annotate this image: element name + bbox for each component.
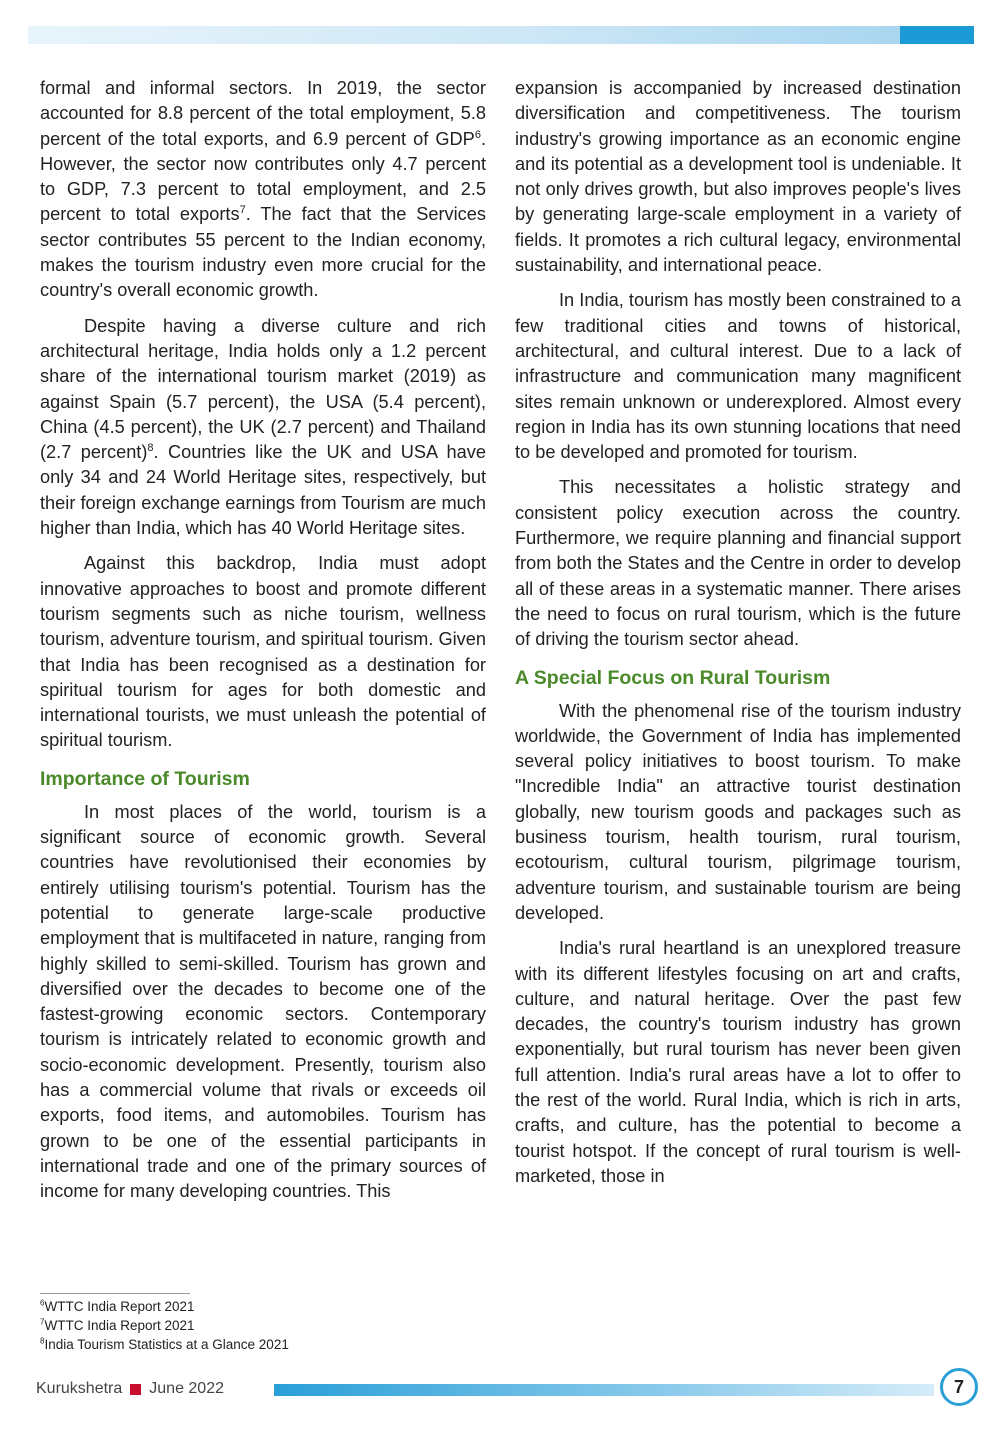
paragraph: Against this backdrop, India must adopt innovative approaches to boost and promote different tourism segments such as niche tourism, wellness tourism, adventure tourism, and spiritual tourism. Given that India has been recognised as a destination for spiritual tourism for ages for both domestic and international tourists, we must unleash the potential of spiritual tourism. <box>40 553 486 751</box>
page-number: 7 <box>940 1368 978 1406</box>
section-heading: A Special Focus on Rural Tourism <box>515 666 831 689</box>
bottom-decorative-bar <box>274 1384 934 1396</box>
paragraph: In most places of the world, tourism is a significant source of economic growth. Several countries have revolutionised their economies by entirely utilising tourism's potential. Tourism has the potential to generate large-scale productive employment that is multifaceted in nature, ranging from highly skilled to semi-skilled. Tourism has grown and diversified over the decades to become one of the fastest-growing economic sectors. Contemporary tourism is intricately related to economic growth and socio-economic development. Presently, tourism also has a commercial volume that rivals or exceeds oil exports, food items, and automobiles. Tourism has grown to be one of the essential participants in international trade and one of the primary sources of income for many developing countries. This <box>40 801 486 1202</box>
footnote-item: $^7$WTTC India Report 2021 <box>40 1317 195 1333</box>
magazine-name: Kurukshetra <box>36 1380 123 1397</box>
top-decorative-bar <box>28 26 900 44</box>
red-square-icon <box>130 1384 141 1395</box>
footnote-divider <box>40 1293 190 1294</box>
footnote-ref: 7 <box>239 204 246 217</box>
footnote-ref: 6 <box>474 128 481 141</box>
issue-date: June 2022 <box>149 1380 224 1397</box>
footnotes <box>40 1293 490 1354</box>
section-heading: Importance of Tourism <box>40 767 250 790</box>
top-accent-block <box>900 26 974 44</box>
paragraph: This necessitates a holistic strategy and consistent policy execution across the country. Furthermore, we require planning and financial support from both the States and the Centre in order to develop all of these areas in a systematic manner. There arises the need to focus on rural tourism, which is the future of driving the tourism sector ahead. <box>515 477 961 650</box>
footnote-item: $^6$WTTC India Report 2021 <box>40 1298 195 1314</box>
paragraph: Despite having a diverse culture and rich architectural heritage, India holds only a 1.2 percent share of the international tourism market (2019) as against Spain (5.7 percent), the USA (5.4 percent), China (4.5 percent), the UK (2.7 percent) and Thailand (2.7 percent)$^8$. Countries like the UK and USA have only 34 and 24 World Heritage sites, respectively, but their foreign exchange earnings from Tourism are much higher than India, which has 40 World Heritage sites. <box>40 315 486 539</box>
paragraph: India's rural heartland is an unexplored treasure with its different lifestyles focusing on art and crafts, culture, and natural heritage. Over the past few decades, the country's tourism industry has grown exponentially, but rural tourism has never been given full attention. India's rural areas have a lot to offer to the rest of the world. Rural India, which is rich in arts, crafts, and culture, has the potential to become a tourist hotspot. If the concept of rural tourism is well-marketed, those in <box>515 938 961 1186</box>
left-column <box>40 76 486 1214</box>
paragraph: expansion is accompanied by increased destination diversification and competitiveness. The tourism industry's growing importance as an economic engine and its potential as a development tool is undeniable. It not only drives growth, but also improves people's lives by generating large-scale employment in a variety of fields. It promotes a rich cultural legacy, environmental sustainability, and international peace. <box>515 78 961 276</box>
paragraph: With the phenomenal rise of the tourism industry worldwide, the Government of India has implemented several policy initiatives to boost tourism. To make "Incredible India" an attractive tourist destination globally, new tourism goods and packages such as business tourism, health tourism, rural tourism, ecotourism, cultural tourism, pilgrimage tourism, adventure tourism, and sustainable tourism are being developed. <box>515 700 961 923</box>
paragraph: formal and informal sectors. In 2019, the sector accounted for 8.8 percent of the total employment, 5.8 percent of the total exports, and 6.9 percent of GDP$^6$. However, the sector now contributes only 4.7 percent to GDP, 7.3 percent to total employment, and 2.5 percent to total exports$^7$. The fact that the Services sector contributes 55 percent to the Indian economy, makes the tourism industry even more crucial for the country's overall economic growth. <box>40 78 486 301</box>
paragraph: In India, tourism has mostly been constrained to a few traditional cities and towns of historical, architectural, and cultural interest. Due to a lack of infrastructure and communication many magnificent sites remain unknown or underexplored. Almost every region in India has its own stunning locations that need to be developed and promoted for tourism. <box>515 290 961 463</box>
footnote-item: $^8$India Tourism Statistics at a Glance 2021 <box>40 1336 289 1352</box>
page-footer <box>36 1380 224 1398</box>
right-column <box>515 76 961 1199</box>
footnote-ref: 8 <box>147 442 154 455</box>
